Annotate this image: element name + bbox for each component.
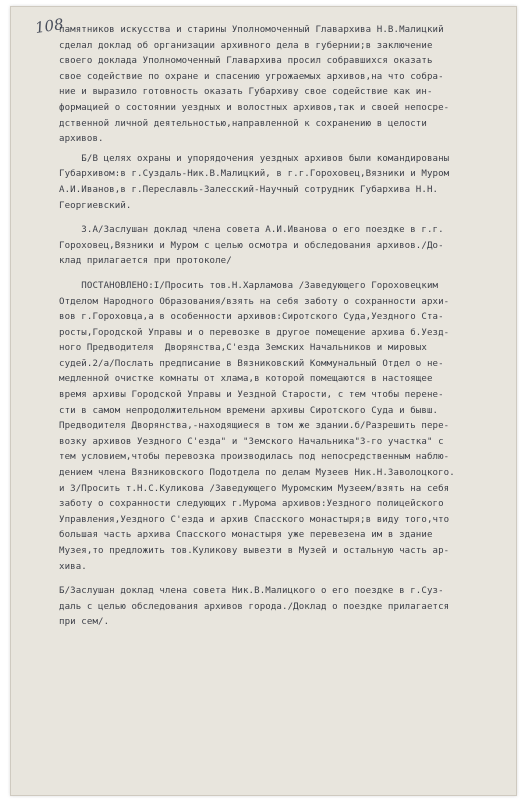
text-line: Отделом Народного Образования/взять на себя заботу о сохранности архи- xyxy=(59,296,450,307)
text-line: Гороховец,Вязники и Муром с целью осмотра и обследования архивов./До- xyxy=(59,240,444,251)
text-line: Б/Заслушан доклад члена совета Ник.В.Малицкого о его поездке в г.Суз- xyxy=(59,586,444,597)
paragraph-spacer xyxy=(59,270,504,279)
text-line: памятников искусства и старины Уполномоченный Главархива Н.В.Малицкий xyxy=(59,25,444,35)
paragraph-spacer xyxy=(59,575,504,584)
text-line: ПОСТАНОВЛЕНО:I/Просить тов.Н.Харламова /Заведующего Гороховецким xyxy=(59,280,439,291)
text-line: даль с целью обследования архивов города./Доклад о поездке прилагается xyxy=(59,601,450,612)
text-line: хива. xyxy=(59,561,87,572)
text-line: своего доклада Уполномоченный Главархива просил собравшихся оказать xyxy=(59,56,433,67)
text-line: 3.А/Заслушан доклад члена совета А.И.Иванова о его поездке в г.г. xyxy=(59,225,444,236)
text-line: дением члена Вязниковского Подотдела по делам Музеев Ник.Н.Заволоцкого. xyxy=(59,468,455,479)
text-line: медленной очистке комнаты от хлама,в которой помещаются в настоящее xyxy=(59,374,433,385)
document-body xyxy=(59,23,504,631)
text-line: А.И.Иванов,в г.Переславль-Залесский-Научный сотрудник Губархива Н.Н. xyxy=(59,184,439,195)
text-line: Музея,то предложить тов.Куликову вывезти в Музей и остальную часть ар- xyxy=(59,546,450,556)
text-line: Б/В целях охраны и упорядочения уездных архивов были командированы xyxy=(59,153,450,164)
text-line: судей.2/а/Послать предписание в Вязниковский Коммунальный Отдел о не- xyxy=(59,358,444,369)
paragraph-intro xyxy=(59,23,504,148)
text-line: сделал доклад об организации архивного дела в губернии;в заключение xyxy=(59,40,433,51)
text-line: свое содействие по охране и спасению угрожаемых архивов,на что собра- xyxy=(59,71,444,82)
text-line: Георгиевский. xyxy=(59,200,132,211)
text-line: время архивы Городской Управы и Уездной Старости, с тем чтобы перене- xyxy=(59,390,444,401)
text-line: вов г.Гороховца,а в особенности архивов:Сиротского Суда,Уездного Ста- xyxy=(59,312,444,323)
text-line: тем условием,чтобы перевозка производилась под непосредственным наблю- xyxy=(59,452,450,463)
paragraph-item-b xyxy=(59,152,504,214)
text-line: большая часть архива Спасского монастыря уже перевезена им в здание xyxy=(59,530,433,541)
text-line: сти в самом непродолжительном времени архивы Сиротского Суда и бывш. xyxy=(59,405,439,416)
text-line: при сем/. xyxy=(59,617,110,628)
text-line: заботу о сохранности следующих г.Мурома архивов:Уездного полицейского xyxy=(59,499,444,510)
paragraph-spacer xyxy=(59,214,504,223)
text-line: и 3/Просить т.Н.С.Куликова /Заведующего Муромским Музеем/взять на себя xyxy=(59,483,450,494)
paragraph-item-b2 xyxy=(59,584,504,631)
page-number: 108 xyxy=(33,15,65,37)
text-line: Губархивом:в г.Суздаль-Ник.В.Малицкий, в г.г.Гороховец,Вязники и Муром xyxy=(59,169,450,180)
text-line: ние и выразило готовность оказать Губархиву свое содействие как ин- xyxy=(59,87,433,98)
text-line: росты,Городской Управы и о перевозке в другое помещение архива б.Уезд- xyxy=(59,327,450,338)
paragraph-item-3a xyxy=(59,223,504,270)
document-page xyxy=(10,6,517,796)
text-line: формацией о состоянии уездных и волостных архивов,так и своей непосре- xyxy=(59,102,450,113)
paragraph-resolution xyxy=(59,279,504,575)
text-line: возку архивов Уездного С'езда" и "Земского Начальника"3-го участка" с xyxy=(59,436,444,447)
text-line: ного Предводителя Дворянства,С'езда Земских Начальников и мировых xyxy=(59,343,427,354)
text-line: Управления,Уездного С'езда и архив Спасского монастыря;в виду того,что xyxy=(59,514,450,525)
text-line: Предводителя Дворянства,-находящиеся в том же здании.б/Разрешить пере- xyxy=(59,421,450,432)
text-line: дственной личной деятельностью,направленной к сохранению в целости xyxy=(59,118,427,129)
text-line: клад прилагается при протоколе/ xyxy=(59,256,232,267)
text-line: архивов. xyxy=(59,134,104,145)
